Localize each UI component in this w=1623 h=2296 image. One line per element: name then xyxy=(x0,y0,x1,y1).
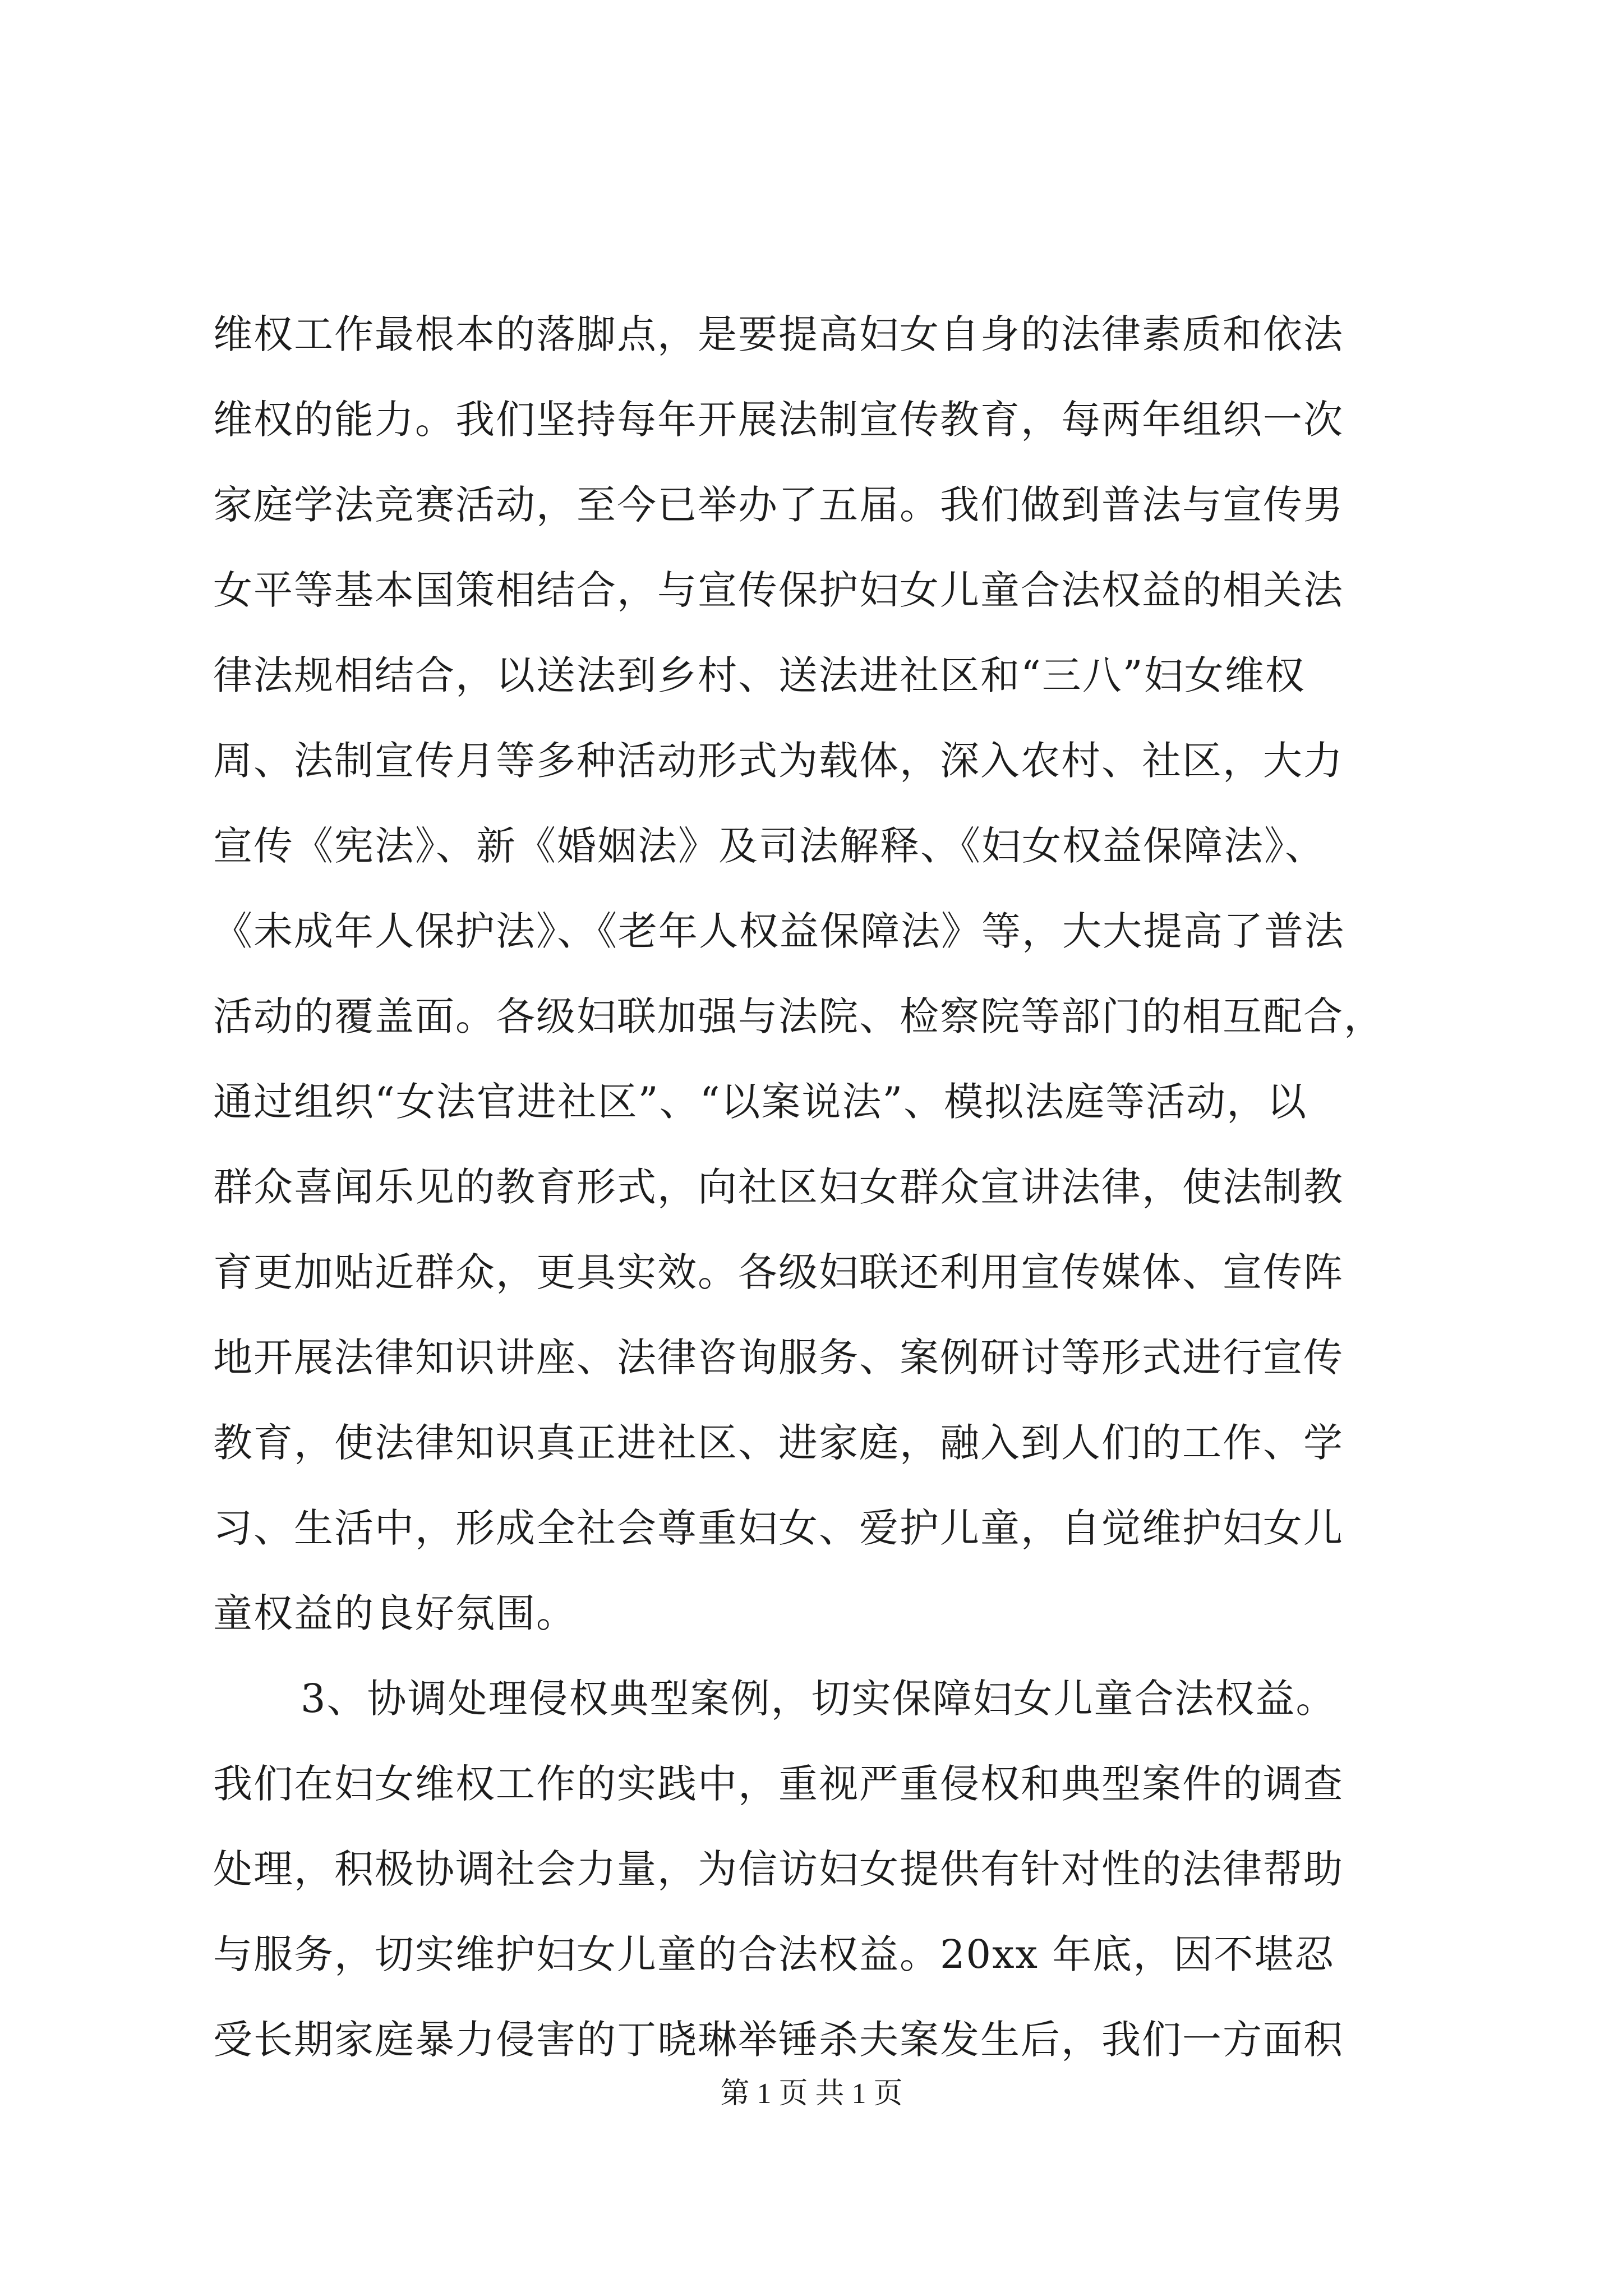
text-line: 周、法制宣传月等多种活动形式为载体，深入农村、社区，大力 xyxy=(213,738,1344,784)
text-line: 处理，积极协调社会力量，为信访妇女提供有针对性的法律帮助 xyxy=(213,1846,1344,1892)
text-line: 童权益的良好氛围。 xyxy=(213,1590,577,1636)
text-line: 维权的能力。我们坚持每年开展法制宣传教育，每两年组织一次 xyxy=(213,397,1344,443)
text-line: 律法规相结合，以送法到乡村、送法进社区和“三八”妇女维权 xyxy=(213,652,1306,698)
text-line: 维权工作最根本的落脚点，是要提高妇女自身的法律素质和依法 xyxy=(213,311,1344,357)
text-line: 教育，使法律知识真正进社区、进家庭，融入到人们的工作、学 xyxy=(213,1420,1344,1466)
text-line: 活动的覆盖面。各级妇联加强与法院、检察院等部门的相互配合， xyxy=(213,993,1384,1039)
text-line: 群众喜闻乐见的教育形式，向社区妇女群众宣讲法律，使法制教 xyxy=(213,1164,1344,1210)
text-line: 受长期家庭暴力侵害的丁晓琳举锤杀夫案发生后，我们一方面积 xyxy=(213,2017,1344,2063)
text-line: 育更加贴近群众，更具实效。各级妇联还利用宣传媒体、宣传阵 xyxy=(213,1249,1344,1295)
text-line: 地开展法律知识讲座、法律咨询服务、案例研讨等形式进行宣传 xyxy=(213,1335,1344,1381)
page-footer: 第 1 页 共 1 页 xyxy=(720,2078,903,2110)
document-body xyxy=(213,292,1419,2082)
text-line: 与服务，切实维护妇女儿童的合法权益。20xx 年底，因不堪忍 xyxy=(213,1931,1335,1977)
text-line: 通过组织“女法官进社区”、“以案说法”、模拟法庭等活动，以 xyxy=(213,1079,1308,1125)
text-line: 女平等基本国策相结合，与宣传保护妇女儿童合法权益的相关法 xyxy=(213,567,1344,613)
text-line: 家庭学法竞赛活动，至今已举办了五届。我们做到普法与宣传男 xyxy=(213,482,1344,528)
text-line: 《未成年人保护法》、《老年人权益保障法》等，大大提高了普法 xyxy=(213,908,1345,954)
text-line: 宣传《宪法》、新《婚姻法》及司法解释、《妇女权益保障法》、 xyxy=(213,823,1325,869)
text-line: 习、生活中，形成全社会尊重妇女、爱护儿童，自觉维护妇女儿 xyxy=(213,1505,1344,1551)
text-line: 我们在妇女维权工作的实践中，重视严重侵权和典型案件的调查 xyxy=(213,1761,1344,1807)
section-heading-line: 3、协调处理侵权典型案例，切实保障妇女儿童合法权益。 xyxy=(301,1676,1336,1722)
